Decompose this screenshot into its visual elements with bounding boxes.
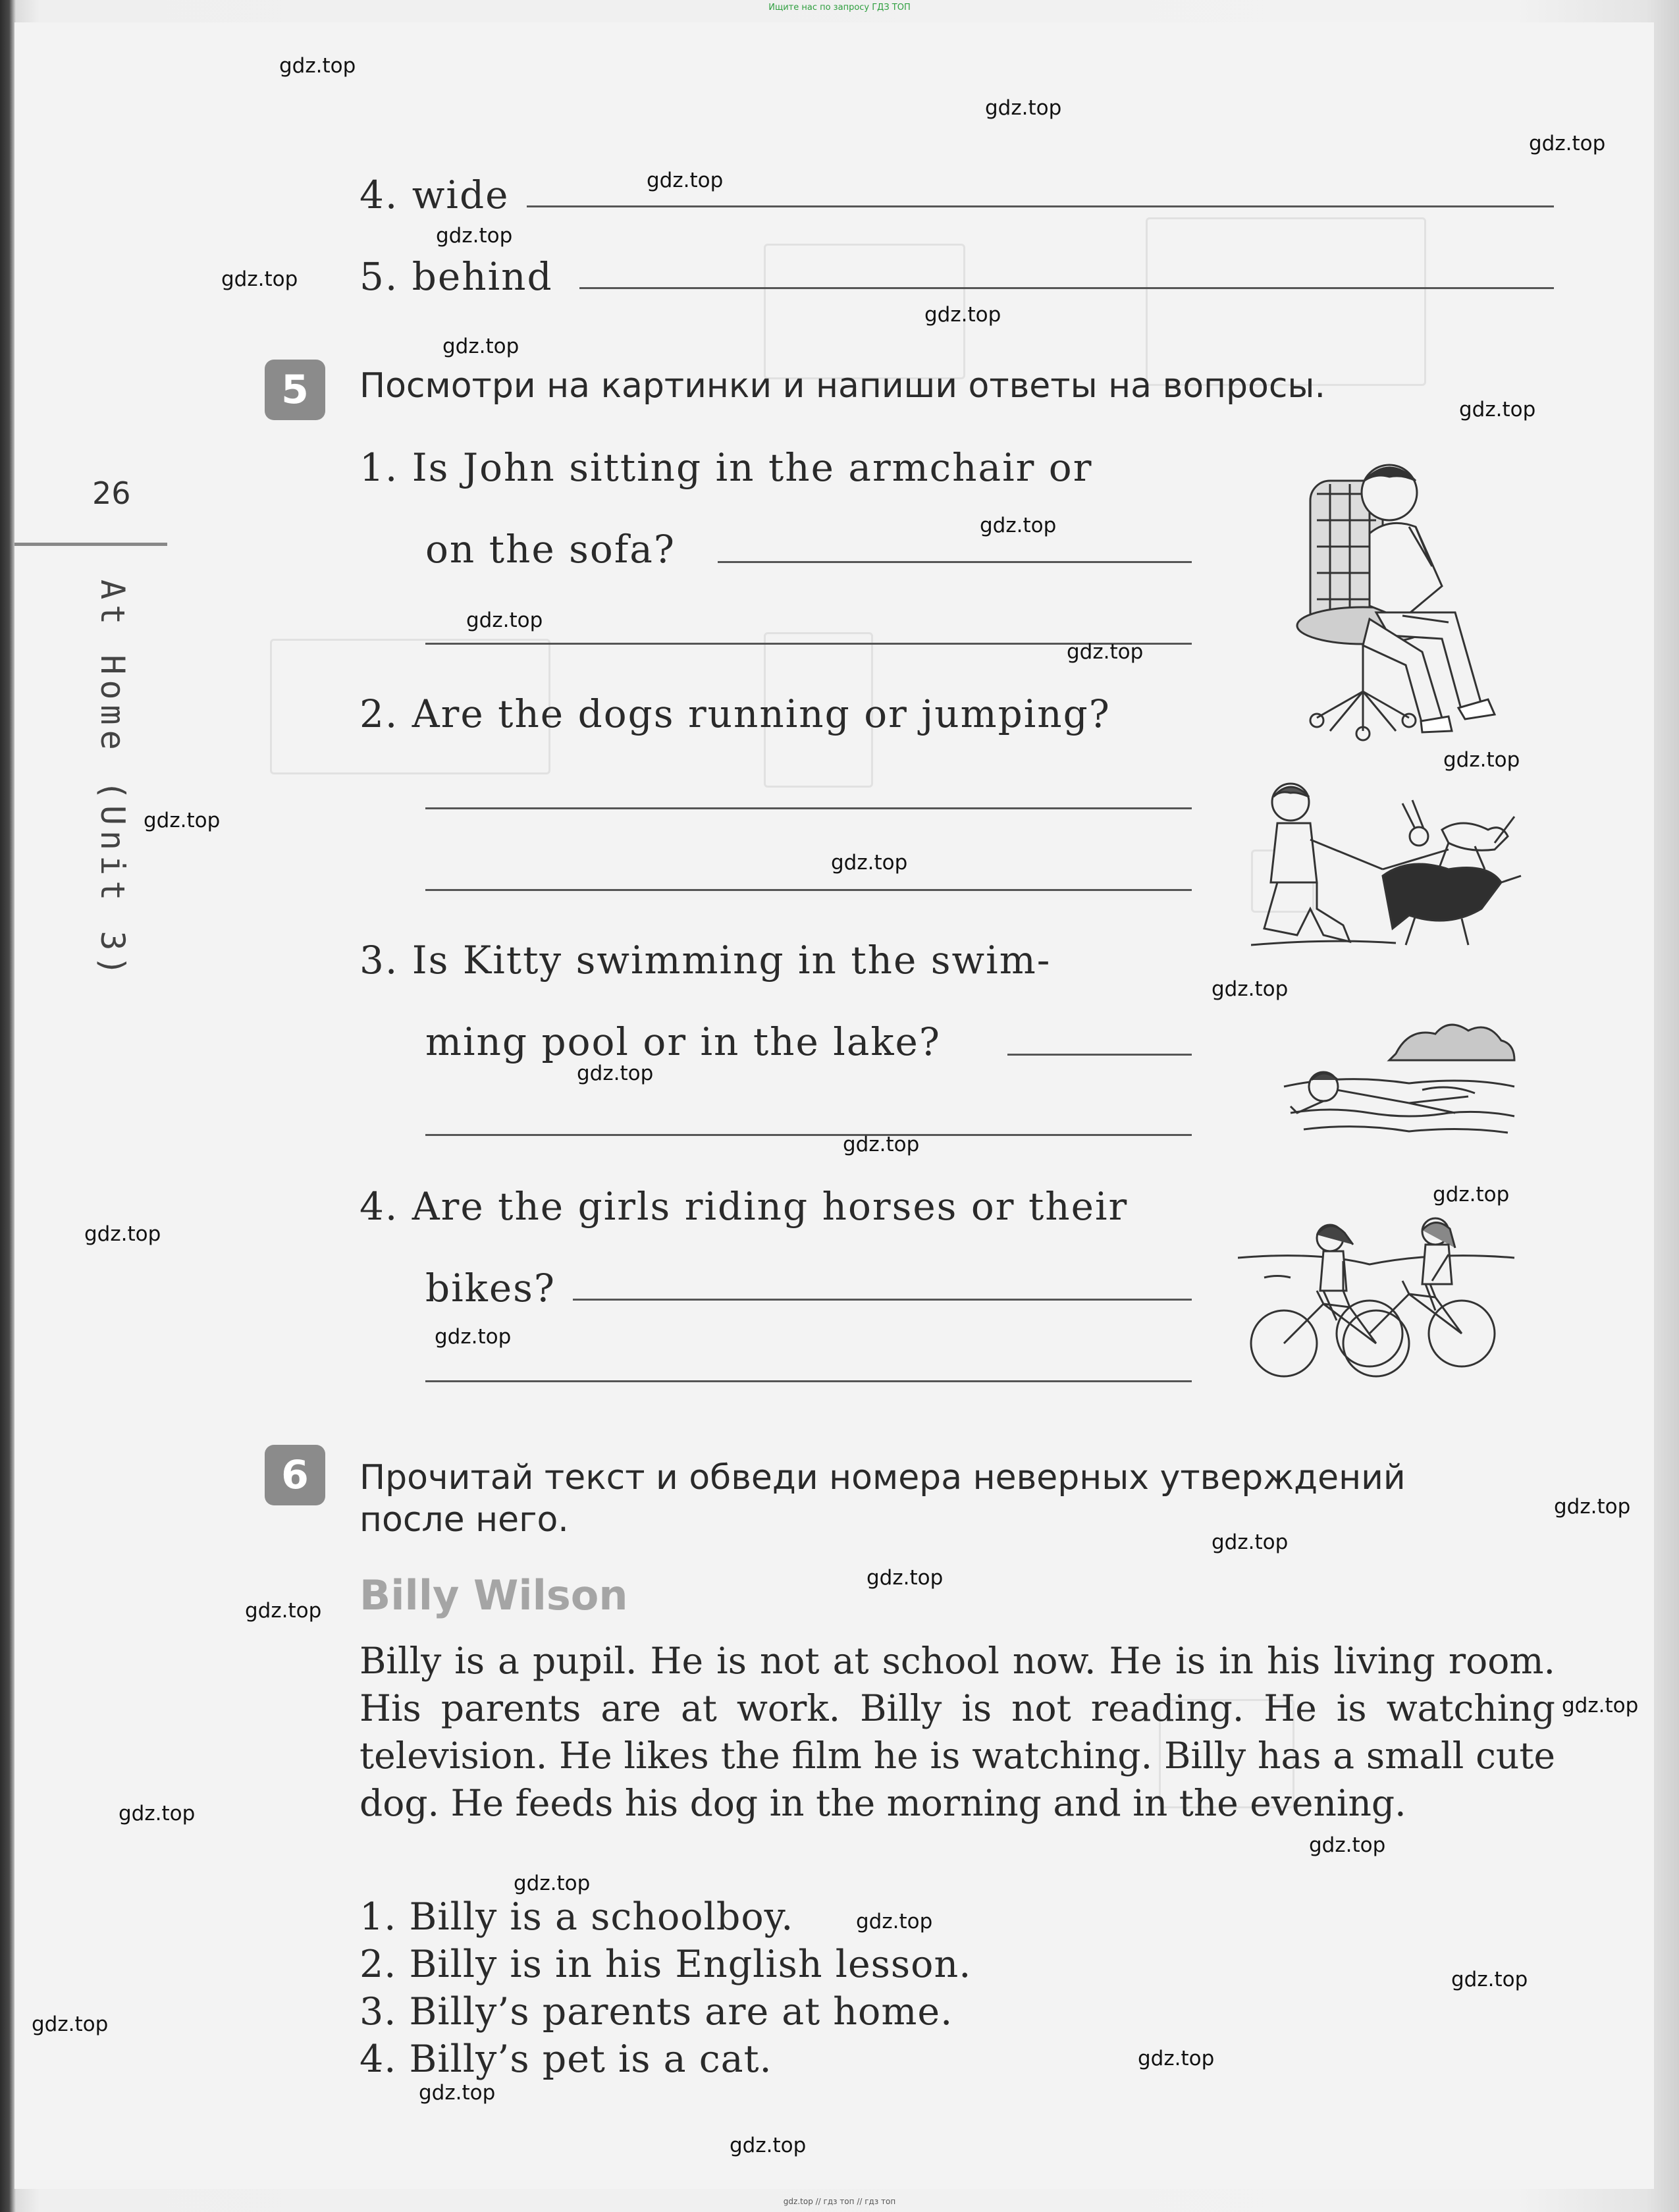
task5-answer-line-3a[interactable] [1007, 1054, 1192, 1056]
task4-answer-line-4[interactable] [527, 205, 1554, 207]
watermark: gdz.top [730, 2134, 807, 2157]
watermark: gdz.top [144, 809, 221, 832]
watermark: gdz.top [1451, 1968, 1528, 1991]
task5-question-3-cont: ming pool or in the lake? [425, 1019, 941, 1064]
watermark: gdz.top [279, 54, 356, 78]
task6-number-badge: 6 [265, 1445, 325, 1505]
watermark: gdz.top [514, 1872, 591, 1895]
watermark: gdz.top [647, 169, 724, 192]
margin-divider [14, 543, 167, 546]
watermark: gdz.top [1433, 1183, 1510, 1206]
illustration-girl-swimming [1277, 1014, 1521, 1146]
watermark: gdz.top [1212, 1530, 1289, 1554]
watermark: gdz.top [436, 224, 513, 248]
task6-instruction-line1: Прочитай текст и обведи номера неверных утверждений [360, 1458, 1406, 1497]
watermark: gdz.top [435, 1325, 512, 1349]
watermark: gdz.top [1443, 748, 1520, 772]
story-title: Billy Wilson [360, 1571, 628, 1619]
task5-answer-line-4b[interactable] [425, 1380, 1192, 1382]
watermark: gdz.top [221, 267, 298, 291]
task6-instruction-line2: после него. [360, 1500, 569, 1540]
watermark: gdz.top [1554, 1495, 1631, 1519]
watermark: gdz.top [419, 2081, 496, 2105]
watermark: gdz.top [245, 1599, 322, 1623]
task5-instruction: Посмотри на картинки и напиши ответы на вопросы. [360, 366, 1326, 406]
site-link-header[interactable]: Ищите нас по запросу ГДЗ ТОП [768, 3, 911, 13]
watermark: gdz.top [924, 303, 1001, 327]
page-number: 26 [92, 475, 131, 511]
statement-4[interactable]: 4. Billy’s pet is a cat. [360, 2037, 772, 2081]
watermark: gdz.top [831, 851, 908, 875]
watermark: gdz.top [32, 2012, 109, 2036]
watermark: gdz.top [577, 1062, 654, 1085]
illustration-boy-in-armchair [1291, 454, 1528, 751]
site-link-footer[interactable]: gdz.top // гдз топ // гдз топ [783, 2197, 896, 2206]
task5-question-4-cont: bikes? [425, 1266, 556, 1310]
statement-3[interactable]: 3. Billy’s parents are at home. [360, 1990, 953, 2034]
watermark: gdz.top [980, 514, 1057, 537]
watermark: gdz.top [1212, 977, 1289, 1001]
watermark: gdz.top [1459, 398, 1536, 421]
watermark: gdz.top [442, 335, 520, 358]
watermark: gdz.top [84, 1222, 161, 1246]
watermark: gdz.top [856, 1910, 933, 1933]
watermark: gdz.top [466, 608, 543, 632]
task5-question-1-cont: on the sofa? [425, 527, 676, 572]
watermark: gdz.top [1529, 132, 1606, 155]
watermark: gdz.top [1309, 1833, 1386, 1857]
task5-question-3: 3. Is Kitty swimming in the swim- [360, 938, 1052, 983]
statement-1[interactable]: 1. Billy is a schoolboy. [360, 1895, 794, 1939]
watermark: gdz.top [119, 1802, 196, 1825]
task5-question-1: 1. Is John sitting in the armchair or [360, 445, 1093, 490]
story-text: Billy is a pupil. He is not at school now. He is in his living room. His parents are at work. Billy is not reading. He is watching television. He likes the film he is watching. Billy has a small cute dog. He feeds his dog in the morning and in the evening. [360, 1640, 1555, 1824]
watermark: gdz.top [1138, 2047, 1215, 2070]
illustration-woman-with-dogs [1251, 777, 1541, 955]
watermark: gdz.top [1067, 640, 1144, 664]
task5-answer-line-1a[interactable] [718, 561, 1192, 563]
task4-item-5: 5. behind [360, 254, 553, 299]
task5-number-badge: 5 [265, 360, 325, 420]
statement-2[interactable]: 2. Billy is in his English lesson. [360, 1943, 972, 1986]
task5-answer-line-2a[interactable] [425, 807, 1192, 809]
watermark: gdz.top [843, 1133, 920, 1156]
illustration-girls-riding-bikes [1238, 1212, 1528, 1383]
task4-item-4: 4. wide [360, 173, 510, 217]
task5-answer-line-4a[interactable] [573, 1299, 1192, 1301]
watermark: gdz.top [866, 1566, 944, 1590]
task5-question-4: 4. Are the girls riding horses or their [360, 1184, 1129, 1229]
task5-answer-line-3b[interactable] [425, 1134, 1192, 1136]
running-title: At Home (Unit 3) [93, 580, 132, 981]
task5-answer-line-2b[interactable] [425, 889, 1192, 891]
ghost-image-2 [1146, 217, 1426, 386]
task5-question-2: 2. Are the dogs running or jumping? [360, 691, 1111, 736]
watermark: gdz.top [985, 96, 1062, 120]
task4-answer-line-5[interactable] [579, 287, 1554, 289]
watermark: gdz.top [1562, 1694, 1639, 1717]
